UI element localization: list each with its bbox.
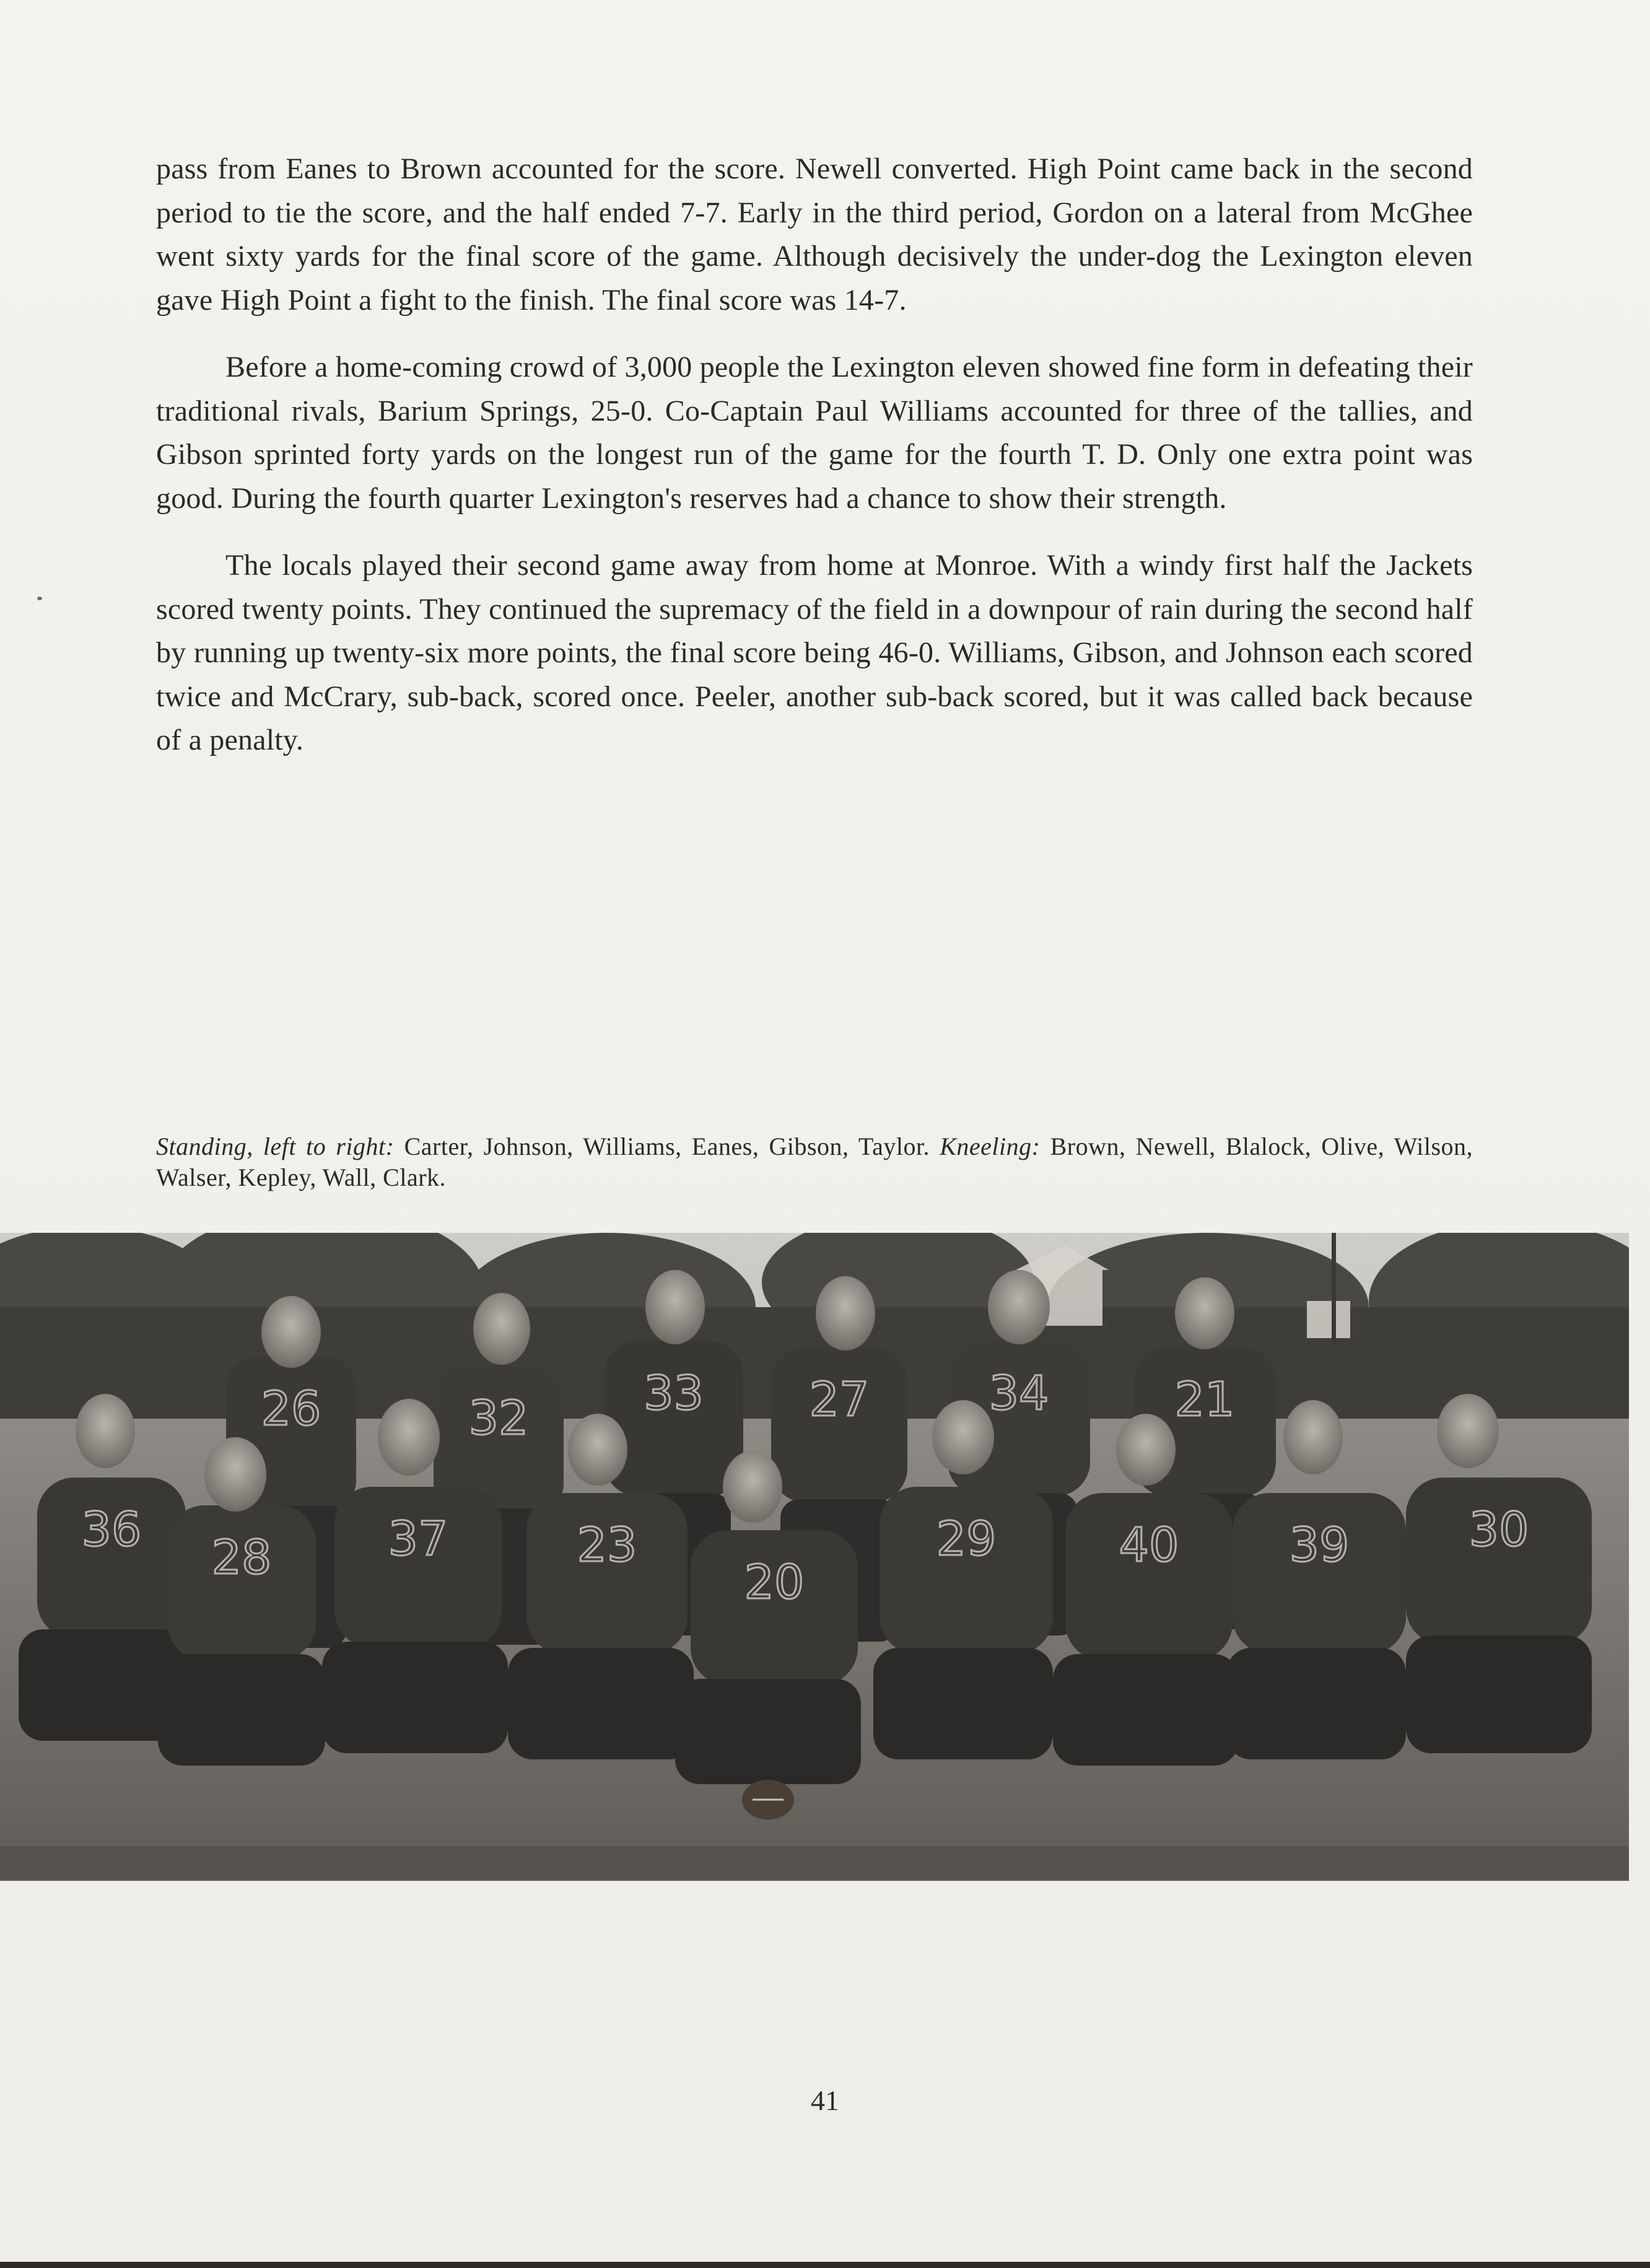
standing-jersey-number: 34	[989, 1365, 1049, 1421]
team-photo	[0, 1233, 1629, 1881]
page-speck	[37, 597, 42, 600]
paragraph-barium-springs-game: Before a home-coming crowd of 3,000 people the Lexington eleven showed fine form in defeating their traditional rivals, Barium Springs, 25-0. Co-Captain Paul Williams accounted for three of the tallies, and Gibson sprinted forty yards on the longest run of the game for the fourth T. D. Only one extra point was good. During the fourth quarter Lexington's reserves had a chance to show their strength.	[156, 351, 1473, 515]
photo-caption	[156, 1131, 1473, 1193]
caption-kneeling-names: Brown, Newell, Blalock, Olive, Wilson, Walser, Kepley, Wall, Clark.	[156, 1132, 1473, 1191]
kneeling-jersey-number: 37	[388, 1511, 448, 1566]
caption-standing-names: Carter, Johnson, Williams, Eanes, Gibson, Taylor.	[404, 1132, 930, 1160]
kneeling-jersey-number: 30	[1469, 1502, 1529, 1557]
standing-jersey-number: 21	[1174, 1372, 1235, 1427]
kneeling-jersey-number: 20	[744, 1554, 805, 1609]
standing-jersey-number: 26	[261, 1381, 321, 1436]
page-bottom-edge	[0, 2262, 1650, 2268]
page-number: 41	[811, 2085, 839, 2116]
utility-pole	[1332, 1233, 1336, 1344]
kneeling-jersey-number: 40	[1119, 1517, 1179, 1572]
kneeling-jersey-number: 28	[211, 1530, 272, 1585]
kneeling-jersey-number: 36	[81, 1502, 142, 1557]
paragraph-high-point-game: pass from Eanes to Brown accounted for the score. Newell converted. High Point came back in the second period to tie the score, and the half ended 7-7. Early in the third period, Gordon on a lateral from McGhee went sixty yards for the final score of the game. Although decisively the under-dog the Lexington eleven gave High Point a fight to the finish. The final score was 14-7.	[156, 152, 1473, 317]
paragraph-monroe-game: The locals played their second game away from home at Monroe. With a windy first half the Jackets scored twenty points. They continued the supremacy of the field in a downpour of rain during the second half by running up twenty-six more points, the final score being 46-0. Williams, Gibson, and Johnson each scored twice and McCrary, sub-back, scored once. Peeler, another sub-back scored, but it was called back because of a penalty.	[156, 549, 1473, 756]
standing-jersey-number: 33	[644, 1365, 704, 1421]
kneeling-jersey-number: 29	[936, 1511, 997, 1566]
standing-jersey-number: 32	[468, 1390, 529, 1445]
kneeling-jersey-number: 23	[577, 1517, 637, 1572]
caption-standing-label: Standing, left to right:	[156, 1132, 395, 1160]
caption-kneeling-label: Kneeling:	[940, 1132, 1041, 1160]
article-body	[156, 147, 1473, 786]
kneeling-jersey-number: 39	[1289, 1517, 1350, 1572]
standing-jersey-number: 27	[809, 1372, 870, 1427]
